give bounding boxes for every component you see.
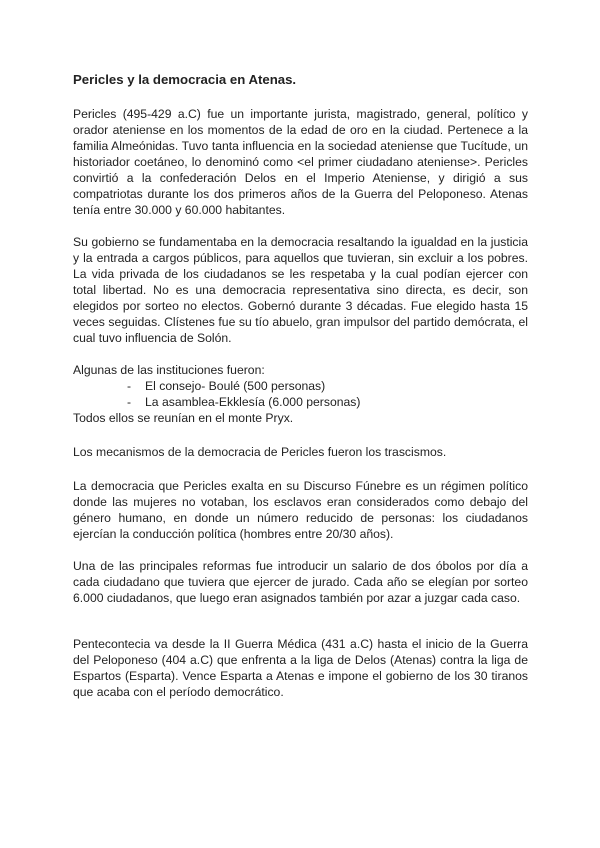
- list-item: [73, 394, 528, 410]
- paragraph-mechanisms: Los mecanismos de la democracia de Pericles fueron los trascismos.: [73, 445, 447, 459]
- list-item-text: La asamblea-Ekklesía (6.000 personas): [145, 395, 361, 409]
- institutions-list: [73, 378, 528, 410]
- list-item: [73, 378, 528, 394]
- list-dash: -: [127, 379, 132, 393]
- paragraph-funeral-speech: La democracia que Pericles exalta en su Discurso Fúnebre es un régimen político donde las mujeres no votaban, los esclavos eran considerados como debajo del género humano, en donde un número reducido de personas: los ciudadanos ejercían la conducción política (hombres entre 20/30 años).: [73, 479, 528, 541]
- document-body: [73, 72, 528, 700]
- list-dash: -: [127, 395, 132, 409]
- page-title: Pericles y la democracia en Atenas.: [73, 72, 297, 87]
- paragraph-pentecontecia: Pentecontecia va desde la II Guerra Médica (431 a.C) hasta el inicio de la Guerra del Peloponeso (404 a.C) que enfrenta a la liga de Delos (Atenas) contra la liga de Espartos (Esparta). Vence Esparta a Atenas e impone el gobierno de los 30 tiranos que acaba con el período democrático.: [73, 637, 528, 699]
- paragraph-pryx: Todos ellos se reunían en el monte Pryx.: [73, 411, 294, 425]
- institutions-intro: Algunas de las instituciones fueron:: [73, 363, 265, 377]
- paragraph-government: Su gobierno se fundamentaba en la democracia resaltando la igualdad en la justicia y la entrada a cargos públicos, para aquellos que tuvieran, sin excluir a los pobres. La vida privada de los ciudadanos se les respetaba y la cual podían ejercer con total libertad. No es una democracia representativa sino directa, es decir, son elegidos por sorteo no electos. Gobernó durante 3 décadas. Fue elegido hasta 15 veces seguidas. Clístenes fue su tío abuelo, gran impulsor del partido demócrata, el cual tuvo influencia de Solón.: [73, 235, 528, 345]
- paragraph-reforms: Una de las principales reformas fue introducir un salario de dos óbolos por día a cada ciudadano que tuviera que ejercer de jurado. Cada año se elegían por sorteo 6.000 ciudadanos, que luego eran asignados también por azar a juzgar cada caso.: [73, 559, 528, 605]
- list-item-text: El consejo- Boulé (500 personas): [145, 379, 326, 393]
- paragraph-pericles-bio: Pericles (495-429 a.C) fue un importante jurista, magistrado, general, político y orador ateniense en los momentos de la edad de oro en la ciudad. Pertenece a la familia Almeónidas. Tuvo tanta influencia en la sociedad ateniense que Tucítude, un historiador coetáneo, lo denominó como <el primer ciudadano ateniense>. Pericles convirtió a la confederación Delos en el Imperio Ateniense, y dirigió a sus compatriotas durante los dos primeros años de la Guerra del Peloponeso. Atenas tenía entre 30.000 y 60.000 habitantes.: [73, 107, 528, 217]
